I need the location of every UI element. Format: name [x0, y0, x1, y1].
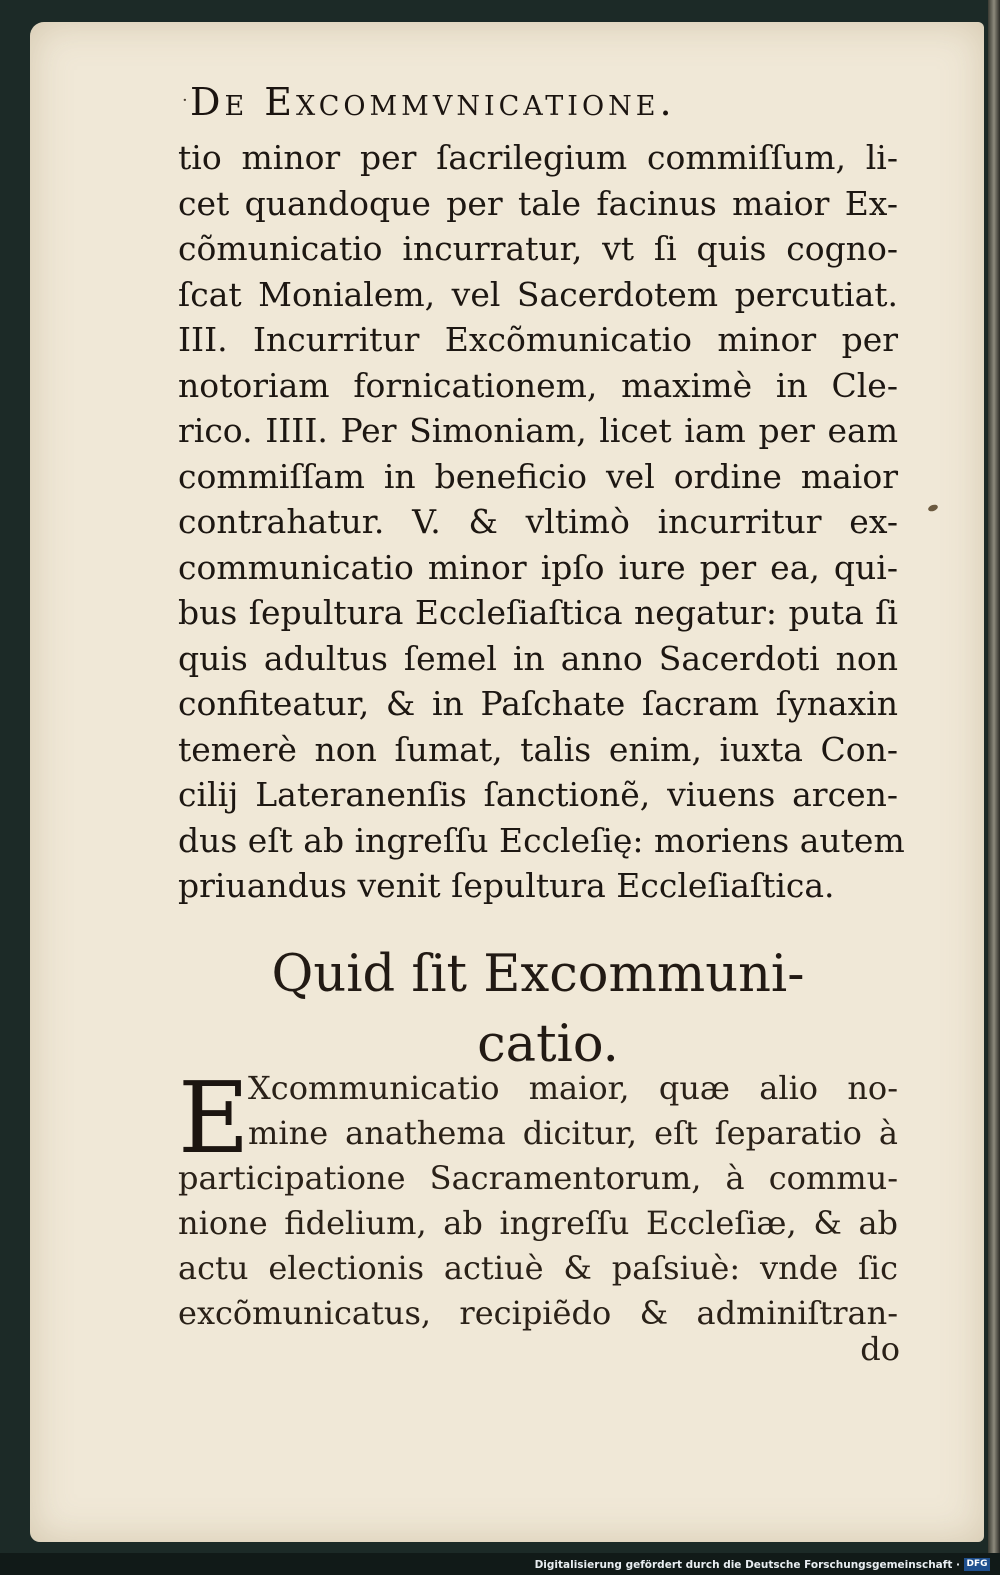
- text-line: notoriam fornicationem, maximè in Cle-: [178, 365, 898, 405]
- text-line: confiteatur, & in Paſchate ſacram ſynaxin: [178, 684, 898, 723]
- text-line: mine anathema dicitur, eſt ſeparatio à: [248, 1114, 898, 1152]
- text-line: cilij Lateranenſis ſanctionẽ, viuens arcen-: [178, 775, 898, 814]
- heading-line-1: Quid ſit Excommuni-: [271, 945, 805, 1004]
- text-line: participatione Sacramentorum, à commu-: [178, 1159, 898, 1197]
- text-line: temerè non ſumat, talis enim, iuxta Con-: [178, 729, 898, 769]
- text-line: cet quandoque per tale facinus maior Ex-: [178, 183, 898, 223]
- heading-line-2: catio.: [477, 1015, 619, 1074]
- text-line: rico. IIII. Per Simoniam, licet iam per eam: [178, 411, 898, 450]
- text-line: tio minor per ſacrilegium commiſſum, li-: [178, 138, 898, 177]
- section-text: [178, 1062, 898, 1336]
- text-line: priuandus venit ſepultura Eccleſiaſtica.: [178, 866, 835, 905]
- drop-cap: E: [178, 1062, 250, 1176]
- text-line: nione fidelium, ab ingreſſu Eccleſiæ, & ab: [178, 1204, 898, 1242]
- margin-mark: ·: [182, 90, 188, 111]
- dfg-logo: DFG: [964, 1558, 990, 1571]
- text-line: actu electionis actiuè & paſsiuè: vnde ſic: [178, 1249, 898, 1287]
- text-line: III. Incurritur Excõmunicatio minor per: [178, 320, 898, 359]
- footer-bar: [0, 1553, 1000, 1575]
- section-heading: [178, 940, 898, 1080]
- text-line: contrahatur. V. & vltimò incurritur ex-: [178, 502, 898, 541]
- text-line: bus ſepultura Eccleſiaſtica negatur: puta ſi: [178, 593, 898, 632]
- text-line: cõmunicatio incurratur, vt ſi quis cogno-: [178, 229, 898, 268]
- running-head: De Excommvnicatione.: [190, 80, 676, 124]
- page-edge: [988, 0, 1000, 1575]
- text-line: ſcat Monialem, vel Sacerdotem percutiat.: [178, 274, 898, 314]
- text-line: commiſſam in beneficio vel ordine maior: [178, 456, 898, 496]
- text-line: communicatio minor ipſo iure per ea, qui-: [178, 547, 898, 587]
- catchword: do: [860, 1330, 900, 1368]
- text-line: Xcommunicatio maior, quæ alio no-: [248, 1069, 898, 1107]
- body-text: [178, 135, 905, 909]
- text-line: quis adultus ſemel in anno Sacerdoti non: [178, 638, 898, 678]
- text-line: dus eſt ab ingreſſu Eccleſię: moriens autem: [178, 820, 905, 860]
- funding-notice: Digitalisierung gefördert durch die Deutsche Forschungsgemeinschaft ·: [534, 1559, 960, 1571]
- text-line: excõmunicatus, recipiẽdo & adminiſtran-: [178, 1294, 898, 1332]
